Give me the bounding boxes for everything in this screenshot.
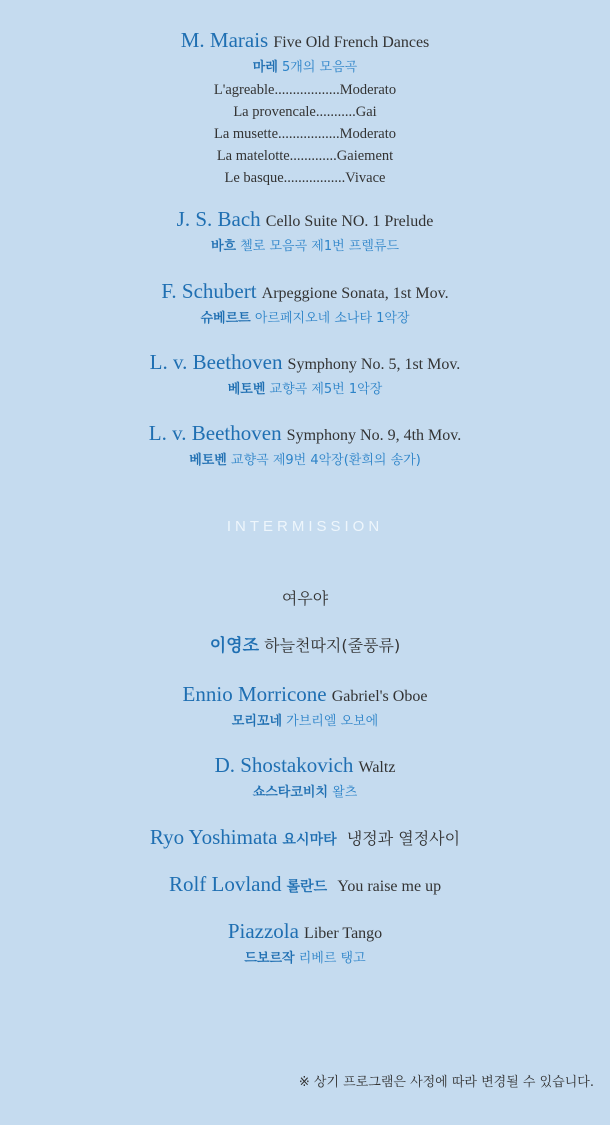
- movement-list: [0, 79, 610, 189]
- korean-work: 교향곡 제9번 4악장(환희의 송가): [231, 453, 421, 469]
- work-title: 하늘천따지(줄풍류): [264, 636, 401, 655]
- composer-name: Piazzola: [227, 919, 299, 943]
- korean-work: 왈츠: [332, 785, 358, 801]
- composer-name: D. Shostakovich: [214, 753, 354, 777]
- program-change-notice: ※ 상기 프로그램은 사정에 따라 변경될 수 있습니다.: [298, 1075, 594, 1090]
- work-title: 냉정과 열정사이: [346, 829, 461, 848]
- work-title: Gabriel's Oboe: [331, 688, 428, 705]
- movement-item: L'agreable..................Moderato: [213, 82, 397, 99]
- korean-title: [0, 307, 610, 326]
- korean-composer: 요시마타: [282, 832, 337, 848]
- movement-item: Le basque.................Vivace: [224, 170, 386, 187]
- korean-title: [0, 378, 610, 397]
- korean-work: 교향곡 제5번 1악장: [269, 382, 383, 398]
- piece-marais: [0, 28, 610, 189]
- piece-title: [0, 279, 610, 304]
- piece-title: [0, 825, 610, 850]
- composer-name: J. S. Bach: [176, 207, 261, 231]
- korean-composer: 드보르작: [244, 951, 295, 967]
- korean-composer: 베토벤: [189, 453, 227, 469]
- korean-title: [0, 781, 610, 800]
- composer-name: Rolf Lovland: [168, 872, 282, 896]
- korean-composer: 롤란드: [286, 879, 328, 895]
- korean-title: [0, 947, 610, 966]
- piece-yeouya: [0, 589, 610, 608]
- work-title: Five Old French Dances: [273, 34, 430, 51]
- korean-work: 리베르 탱고: [298, 951, 366, 967]
- piece-title: [0, 589, 610, 608]
- composer-name: F. Schubert: [161, 279, 257, 303]
- composer-name: Ryo Yoshimata: [149, 825, 278, 849]
- piece-lee-youngjo: [0, 636, 610, 656]
- piece-lovland: [0, 872, 610, 897]
- piece-title: [0, 753, 610, 778]
- movement-item: La musette.................Moderato: [213, 126, 396, 143]
- work-title: Arpeggione Sonata, 1st Mov.: [261, 285, 449, 302]
- piece-title: [0, 207, 610, 232]
- korean-title: [0, 710, 610, 729]
- korean-title: [0, 56, 610, 75]
- korean-work: 첼로 모음곡 제1번 프렐류드: [240, 239, 400, 255]
- piece-title: [0, 421, 610, 446]
- piece-morricone: [0, 682, 610, 729]
- movement-item: La provencale...........Gai: [233, 104, 377, 121]
- korean-composer: 마레: [252, 60, 278, 76]
- intermission-label: INTERMISSION: [226, 518, 384, 535]
- piece-beethoven-9: [0, 421, 610, 468]
- korean-composer: 쇼스타코비치: [252, 785, 329, 801]
- composer-name: 이영조: [209, 636, 260, 656]
- piece-bach: [0, 207, 610, 254]
- movement-item: La matelotte.............Gaiement: [216, 148, 394, 165]
- work-title: You raise me up: [337, 878, 442, 895]
- korean-work: 가브리엘 오보에: [286, 714, 379, 730]
- piece-piazzola: [0, 919, 610, 966]
- korean-work: 5개의 모음곡: [282, 60, 358, 76]
- piece-schubert: [0, 279, 610, 326]
- korean-work: 아르페지오네 소나타 1악장: [254, 311, 410, 327]
- piece-title: [0, 636, 610, 656]
- work-title: Waltz: [358, 759, 396, 776]
- piece-shostakovich: [0, 753, 610, 800]
- work-title: Liber Tango: [304, 925, 383, 942]
- composer-name: L. v. Beethoven: [149, 350, 283, 374]
- korean-composer: 베토벤: [227, 382, 266, 398]
- composer-name: Ennio Morricone: [182, 682, 327, 706]
- korean-title: [0, 449, 610, 468]
- piece-yoshimata: [0, 825, 610, 850]
- korean-composer: 슈베르트: [200, 311, 251, 327]
- piece-title: [0, 350, 610, 375]
- work-title: Cello Suite NO. 1 Prelude: [265, 213, 434, 230]
- composer-name: M. Marais: [180, 28, 269, 52]
- work-title: Symphony No. 5, 1st Mov.: [287, 356, 461, 373]
- composer-name: L. v. Beethoven: [148, 421, 282, 445]
- work-title: 여우야: [281, 589, 329, 608]
- korean-composer: 바흐: [210, 239, 237, 255]
- piece-title: [0, 872, 610, 897]
- piece-title: [0, 919, 610, 944]
- korean-composer: 모리꼬네: [231, 714, 283, 730]
- piece-beethoven-5: [0, 350, 610, 397]
- piece-title: [0, 28, 610, 53]
- work-title: Symphony No. 9, 4th Mov.: [286, 427, 462, 444]
- korean-title: [0, 235, 610, 254]
- piece-title: [0, 682, 610, 707]
